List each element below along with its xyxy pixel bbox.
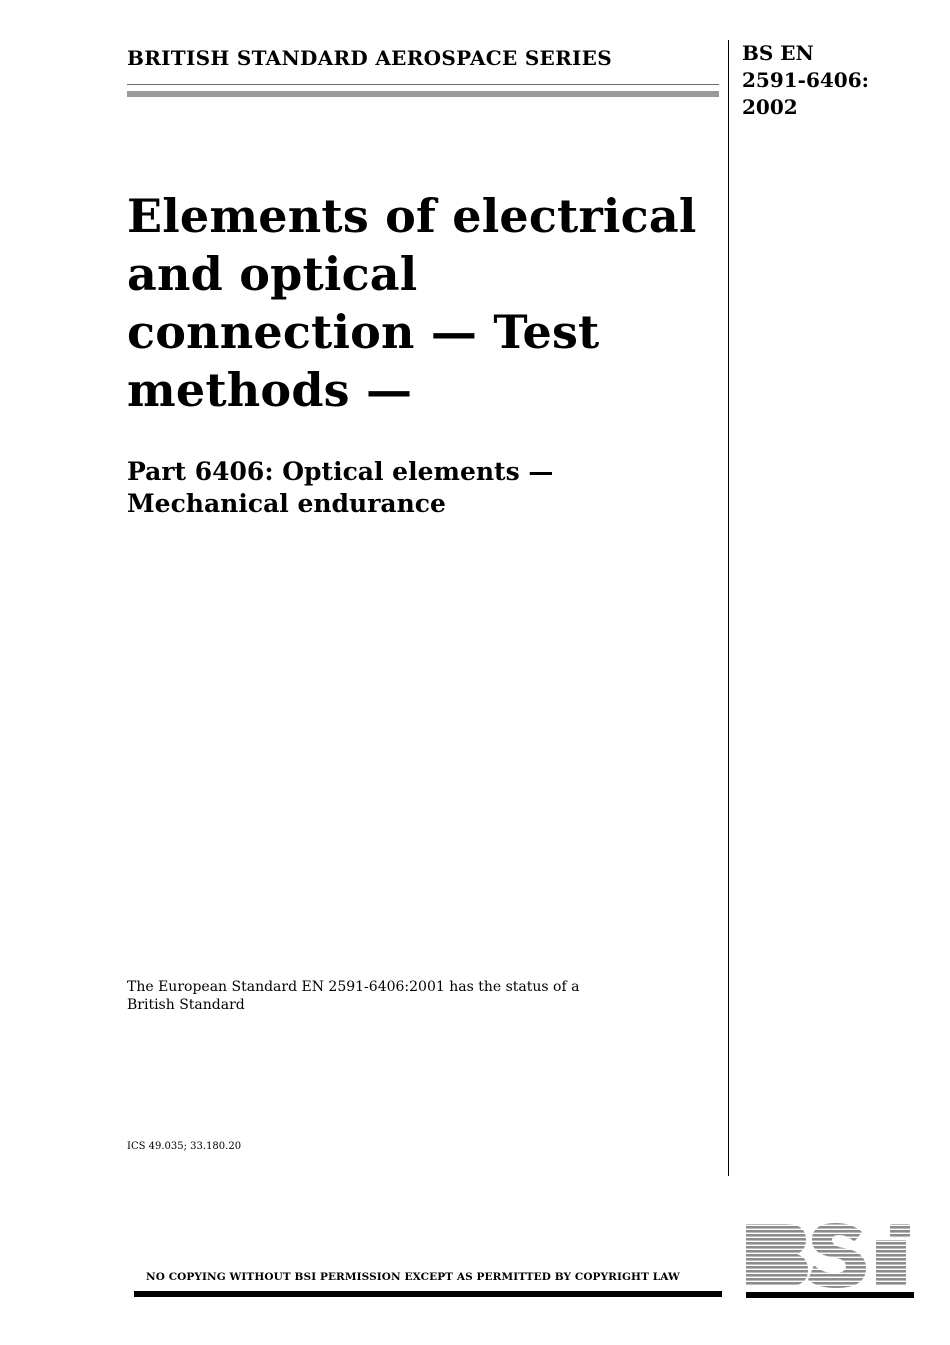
footer-rule xyxy=(134,1291,722,1297)
status-note xyxy=(127,978,717,1014)
title-line: Elements of electrical xyxy=(127,189,697,243)
standard-number xyxy=(742,40,942,121)
header-thin-rule xyxy=(127,84,719,85)
bsi-logo xyxy=(744,1218,916,1300)
title-line: connection — Test xyxy=(127,305,600,359)
part-title-line: Mechanical endurance xyxy=(127,489,446,518)
header-thick-rule xyxy=(127,91,719,97)
series-title: BRITISH STANDARD AEROSPACE SERIES xyxy=(127,46,612,70)
vertical-divider xyxy=(728,40,729,1176)
part-title-line: Part 6406: Optical elements — xyxy=(127,457,554,486)
standard-number-line: BS EN xyxy=(742,41,814,65)
status-note-line: The European Standard EN 2591-6406:2001 has the status of a xyxy=(127,979,580,995)
status-note-line: British Standard xyxy=(127,997,245,1013)
copyright-notice: NO COPYING WITHOUT BSI PERMISSION EXCEPT AS PERMITTED BY COPYRIGHT LAW xyxy=(146,1271,680,1283)
title-line: methods — xyxy=(127,363,413,417)
document-title xyxy=(127,187,717,419)
ics-code: ICS 49.035; 33.180.20 xyxy=(127,1141,242,1152)
standard-number-line: 2002 xyxy=(742,95,798,119)
standard-number-line: 2591-6406: xyxy=(742,68,870,92)
part-title xyxy=(127,456,717,520)
title-line: and optical xyxy=(127,247,418,301)
